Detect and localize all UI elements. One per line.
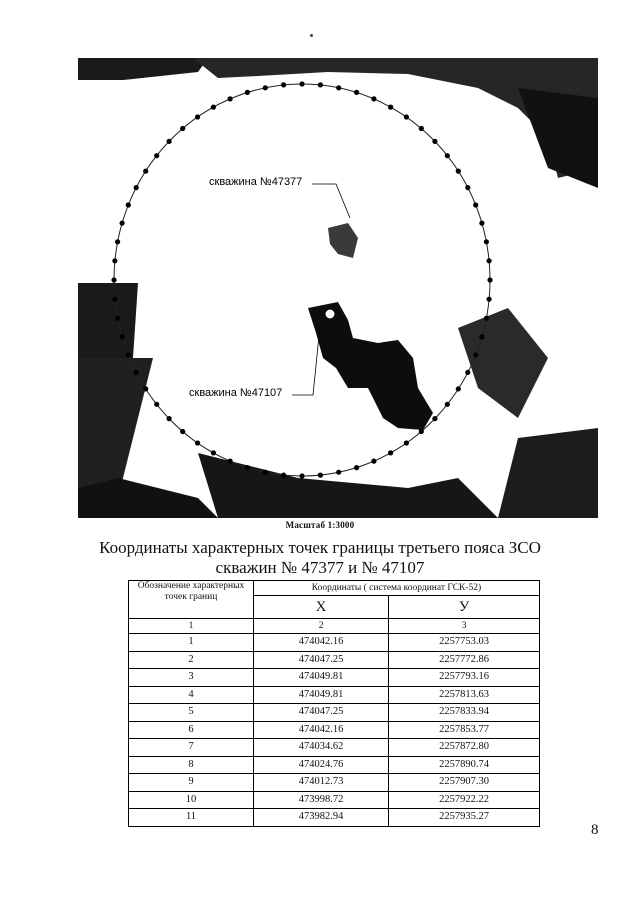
boundary-point	[484, 316, 489, 321]
table-row	[129, 809, 540, 827]
coordinates-body	[129, 634, 540, 827]
table-cell-y: 2257833.94	[389, 704, 540, 722]
table-cell-n: 7	[129, 739, 254, 757]
boundary-point	[180, 126, 185, 131]
boundary-point	[432, 139, 437, 144]
boundary-point	[167, 139, 172, 144]
table-cell-n: 6	[129, 721, 254, 739]
boundary-point	[487, 258, 492, 263]
well-label-47107: скважина №47107	[189, 387, 283, 399]
table-cell-y: 2257935.27	[389, 809, 540, 827]
coordinates-table	[128, 580, 540, 827]
point-label-13: 13	[515, 172, 528, 184]
boundary-point	[479, 221, 484, 226]
table-cell-y: 2257813.63	[389, 686, 540, 704]
boundary-point	[126, 352, 131, 357]
boundary-point	[263, 470, 268, 475]
scan-speck	[310, 34, 313, 37]
boundary-point	[419, 429, 424, 434]
table-cell-y: 2257772.86	[389, 651, 540, 669]
header-x: X	[254, 596, 389, 619]
boundary-point	[211, 105, 216, 110]
boundary-point	[299, 81, 304, 86]
boundary-point	[354, 90, 359, 95]
boundary-point	[228, 96, 233, 101]
boundary-point	[126, 202, 131, 207]
boundary-point	[336, 470, 341, 475]
boundary-point	[111, 277, 116, 282]
boundary-point	[487, 277, 492, 282]
table-cell-y: 2257890.74	[389, 756, 540, 774]
table-cell-n: 8	[129, 756, 254, 774]
boundary-point	[465, 185, 470, 190]
boundary-point	[115, 239, 120, 244]
document-title	[0, 538, 640, 578]
table-cell-n: 3	[129, 669, 254, 687]
header-designation: Обозначение характерных точек границ	[129, 581, 254, 619]
boundary-point	[445, 153, 450, 158]
table-cell-x: 474047.25	[254, 651, 389, 669]
table-cell-y: 2257853.77	[389, 721, 540, 739]
boundary-point	[228, 459, 233, 464]
boundary-point	[134, 185, 139, 190]
table-cell-x: 474024.76	[254, 756, 389, 774]
boundary-point	[120, 221, 125, 226]
table-cell-y: 2257907.30	[389, 774, 540, 792]
header-coordinates: Координаты ( система координат ГСК-52)	[254, 581, 540, 596]
boundary-point	[484, 239, 489, 244]
site-map	[78, 58, 598, 518]
table-cell-y: 2257753.03	[389, 634, 540, 652]
boundary-point	[388, 105, 393, 110]
table-cell-n: 5	[129, 704, 254, 722]
boundary-point	[419, 126, 424, 131]
boundary-point	[112, 297, 117, 302]
table-row	[129, 739, 540, 757]
boundary-point	[404, 114, 409, 119]
boundary-point	[195, 440, 200, 445]
table-cell-n: 9	[129, 774, 254, 792]
boundary-point	[143, 169, 148, 174]
boundary-point	[281, 82, 286, 87]
table-row	[129, 651, 540, 669]
table-cell-x: 474042.16	[254, 721, 389, 739]
boundary-point	[143, 386, 148, 391]
table-cell-n: 4	[129, 686, 254, 704]
boundary-point	[180, 429, 185, 434]
table-row	[129, 756, 540, 774]
boundary-point	[465, 370, 470, 375]
boundary-point	[318, 473, 323, 478]
table-cell-n: 2	[129, 651, 254, 669]
table-cell-x: 473998.72	[254, 791, 389, 809]
header-y: У	[389, 596, 540, 619]
boundary-point	[336, 85, 341, 90]
boundary-point	[473, 202, 478, 207]
boundary-point	[371, 459, 376, 464]
boundary-point	[299, 473, 304, 478]
table-row	[129, 791, 540, 809]
boundary-point	[473, 352, 478, 357]
table-row	[129, 721, 540, 739]
table-row	[129, 686, 540, 704]
boundary-point	[263, 85, 268, 90]
boundary-point	[479, 334, 484, 339]
table-cell-x: 474049.81	[254, 669, 389, 687]
table-row	[129, 634, 540, 652]
boundary-point	[404, 440, 409, 445]
title-line-1: Координаты характерных точек границы третьего пояса ЗСО	[99, 538, 541, 557]
point-label-r: R	[540, 176, 548, 188]
table-cell-y: 2257872.80	[389, 739, 540, 757]
boundary-point	[211, 450, 216, 455]
boundary-point	[245, 90, 250, 95]
page-number: 8	[591, 822, 599, 838]
column-number: 3	[389, 619, 540, 634]
boundary-point	[154, 402, 159, 407]
boundary-point	[154, 153, 159, 158]
boundary-point	[487, 297, 492, 302]
table-cell-x: 473982.94	[254, 809, 389, 827]
boundary-point	[371, 96, 376, 101]
table-cell-x: 474012.73	[254, 774, 389, 792]
well-label-47377: скважина №47377	[209, 176, 303, 188]
boundary-point	[432, 416, 437, 421]
column-number: 1	[129, 619, 254, 634]
boundary-point	[445, 402, 450, 407]
boundary-point	[134, 370, 139, 375]
boundary-point	[388, 450, 393, 455]
map-graphic	[78, 58, 598, 518]
table-cell-x: 474047.25	[254, 704, 389, 722]
table-cell-x: 474042.16	[254, 634, 389, 652]
boundary-point	[354, 465, 359, 470]
boundary-point	[195, 114, 200, 119]
column-number: 2	[254, 619, 389, 634]
boundary-point	[245, 465, 250, 470]
map-scale: Масштаб 1:3000	[285, 520, 355, 530]
boundary-point	[112, 258, 117, 263]
table-row	[129, 704, 540, 722]
boundary-point	[456, 169, 461, 174]
table-cell-n: 11	[129, 809, 254, 827]
boundary-point	[281, 473, 286, 478]
boundary-point	[167, 416, 172, 421]
table-cell-n: 1	[129, 634, 254, 652]
table-row	[129, 669, 540, 687]
table-cell-x: 474034.62	[254, 739, 389, 757]
table-row	[129, 774, 540, 792]
title-line-2: скважин № 47377 и № 47107	[215, 558, 425, 577]
boundary-point	[456, 386, 461, 391]
boundary-point	[120, 334, 125, 339]
table-cell-n: 10	[129, 791, 254, 809]
table-cell-y: 2257922.22	[389, 791, 540, 809]
table-cell-y: 2257793.16	[389, 669, 540, 687]
boundary-point	[115, 316, 120, 321]
table-cell-x: 474049.81	[254, 686, 389, 704]
boundary-point	[318, 82, 323, 87]
